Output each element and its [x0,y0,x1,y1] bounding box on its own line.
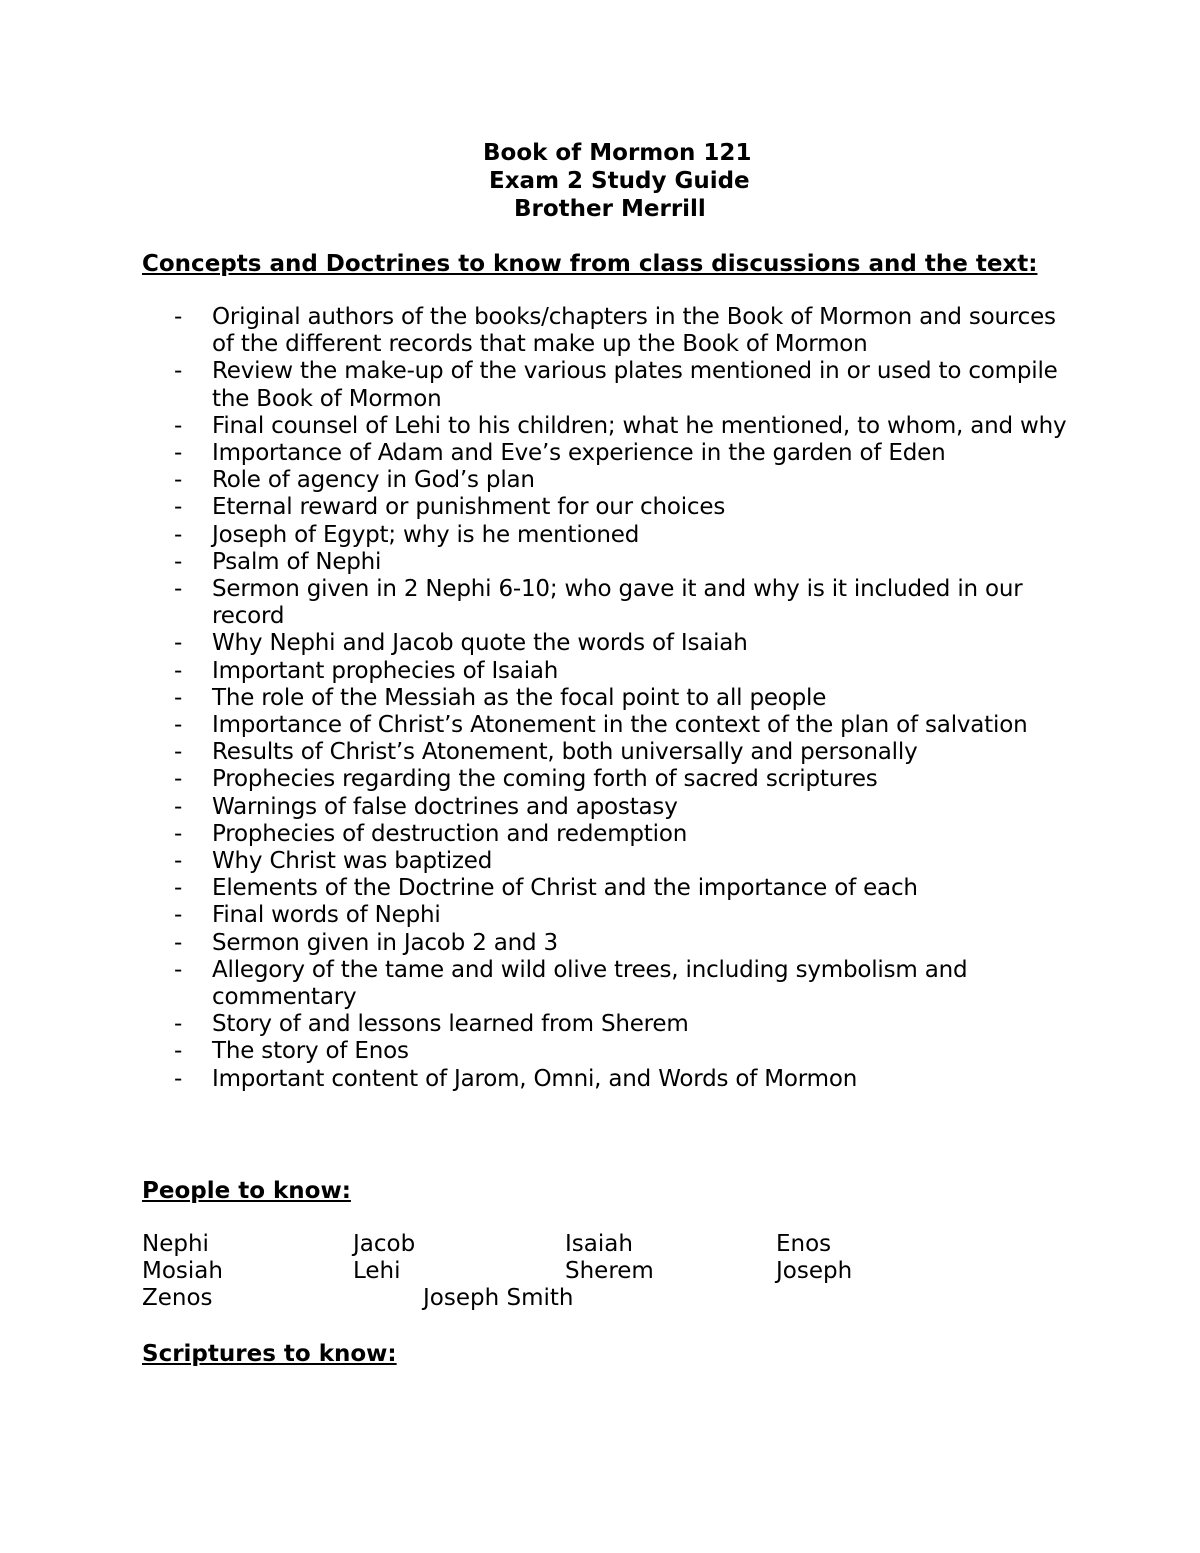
list-item-text: Elements of the Doctrine of Christ and the importance of each [212,875,918,902]
person-name: Isaiah [565,1231,633,1257]
list-item-text: Sermon given in Jacob 2 and 3 [212,929,558,956]
bullet-dash: - [174,412,183,439]
bullet-dash: - [174,684,183,711]
list-item [142,821,1072,848]
concepts-heading: Concepts and Doctrines to know from class discussions and the text: [142,251,1038,277]
list-item [142,494,1072,521]
list-item [142,930,1072,957]
list-item-text: Allegory of the tame and wild olive trees, including symbolism and commentary [212,956,968,1011]
person-name: Joseph [776,1258,853,1284]
list-item [142,902,1072,929]
bullet-dash: - [174,875,183,902]
list-item [142,1066,1072,1093]
instructor-name: Brother Merrill [514,196,706,222]
bullet-dash: - [174,494,183,521]
list-item-text: Role of agency in God’s plan [212,467,535,494]
list-item-text: Why Nephi and Jacob quote the words of Isaiah [212,630,748,657]
list-item-text: Prophecies regarding the coming forth of sacred scriptures [212,766,878,793]
list-item [142,630,1072,657]
bullet-dash: - [174,1011,183,1038]
bullet-dash: - [174,1038,183,1065]
people-heading: People to know: [142,1178,351,1204]
list-item-text: Prophecies of destruction and redemption [212,820,688,847]
bullet-dash: - [174,902,183,929]
list-item [142,658,1072,685]
list-item [142,522,1072,549]
list-item-text: Eternal reward or punishment for our choices [212,494,726,521]
bullet-dash: - [174,548,183,575]
person-name: Joseph Smith [423,1285,574,1311]
list-item [142,957,1072,1011]
list-item [142,685,1072,712]
scriptures-heading: Scriptures to know: [142,1341,397,1367]
concepts-list [142,304,1072,1093]
bullet-dash: - [174,576,183,603]
bullet-dash: - [174,848,183,875]
list-item-text: Original authors of the books/chapters in the Book of Mormon and sources of the different records that make up the Book of Mormon [212,304,1056,358]
bullet-dash: - [174,657,183,684]
list-item-text: Warnings of false doctrines and apostasy [212,793,678,820]
list-item [142,467,1072,494]
list-item-text: Why Christ was baptized [212,848,493,875]
list-item [142,358,1072,412]
bullet-dash: - [174,793,183,820]
list-item-text: Importance of Adam and Eve’s experience in the garden of Eden [212,440,946,467]
person-name: Sherem [565,1258,654,1284]
list-item [142,549,1072,576]
list-item [142,875,1072,902]
person-name: Nephi [142,1231,209,1257]
list-item-text: Story of and lessons learned from Sherem [212,1011,689,1038]
bullet-dash: - [174,440,183,467]
people-grid [142,1231,1102,1321]
bullet-dash: - [174,956,183,983]
bullet-dash: - [174,712,183,739]
bullet-dash: - [174,358,183,385]
list-item-text: Psalm of Nephi [212,548,382,575]
bullet-dash: - [174,1065,183,1092]
person-name: Lehi [353,1258,401,1284]
list-item-text: Final counsel of Lehi to his children; what he mentioned, to whom, and why [212,412,1067,439]
bullet-dash: - [174,304,183,330]
bullet-dash: - [174,467,183,494]
list-item [142,848,1072,875]
list-item [142,304,1072,358]
person-name: Enos [776,1231,832,1257]
bullet-dash: - [174,766,183,793]
list-item [142,712,1072,739]
list-item-text: Importance of Christ’s Atonement in the context of the plan of salvation [212,712,1028,739]
exam-title: Exam 2 Study Guide [489,168,750,194]
list-item [142,576,1072,630]
list-item [142,794,1072,821]
bullet-dash: - [174,929,183,956]
list-item-text: Joseph of Egypt; why is he mentioned [212,521,640,548]
person-name: Jacob [353,1231,416,1257]
list-item [142,739,1072,766]
list-item [142,1011,1072,1038]
bullet-dash: - [174,630,183,657]
course-title: Book of Mormon 121 [483,140,752,166]
list-item-text: Results of Christ’s Atonement, both universally and personally [212,739,918,766]
list-item-text: Review the make-up of the various plates mentioned in or used to compile the Book of Mormon [212,358,1058,412]
list-item [142,440,1072,467]
bullet-dash: - [174,739,183,766]
person-name: Zenos [142,1285,213,1311]
list-item-text: Important content of Jarom, Omni, and Words of Mormon [212,1065,858,1092]
list-item [142,413,1072,440]
person-name: Mosiah [142,1258,223,1284]
bullet-dash: - [174,521,183,548]
list-item-text: The role of the Messiah as the focal point to all people [212,684,827,711]
list-item-text: Important prophecies of Isaiah [212,657,559,684]
list-item-text: The story of Enos [212,1038,409,1065]
list-item [142,1038,1072,1065]
bullet-dash: - [174,820,183,847]
list-item-text: Final words of Nephi [212,902,441,929]
list-item [142,766,1072,793]
list-item-text: Sermon given in 2 Nephi 6-10; who gave it and why is it included in our record [212,576,1023,630]
